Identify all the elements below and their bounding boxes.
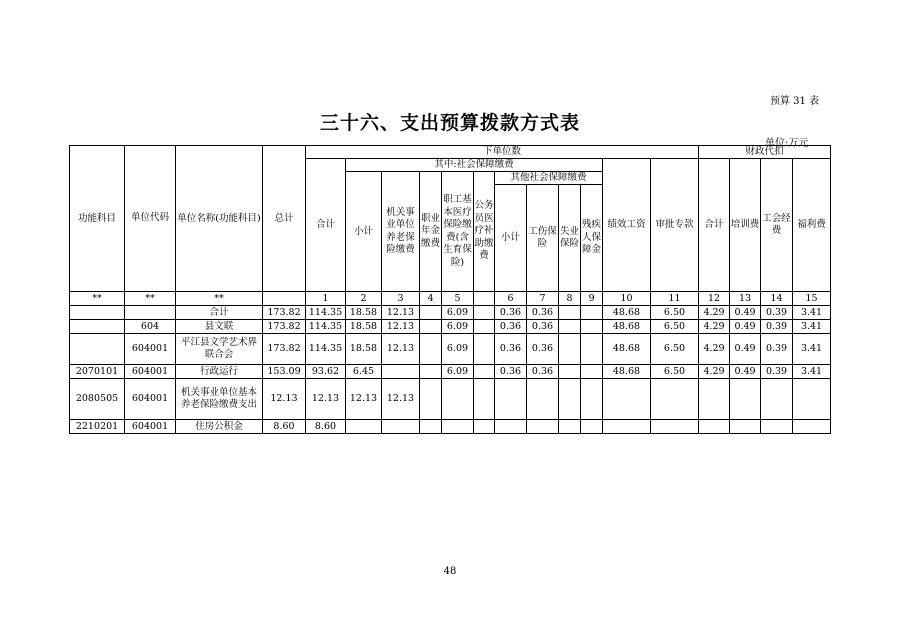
value-cell: 0.49 (730, 306, 761, 320)
value-cell: 0.36 (527, 306, 559, 320)
header-social-insurance: 其中:社会保障缴费 (346, 159, 603, 172)
value-cell: 114.35 (306, 306, 346, 320)
numbering-cell (474, 292, 495, 306)
name-cell: 合计 (176, 306, 263, 320)
header-injury: 工伤保险 (527, 185, 559, 292)
name-cell: 平江县文学艺术界联合会 (176, 334, 263, 365)
value-cell (793, 420, 831, 434)
value-cell (474, 365, 495, 379)
value-cell (420, 420, 442, 434)
header-unemployment: 失业保险 (559, 185, 581, 292)
value-cell (603, 379, 651, 420)
value-cell (559, 379, 581, 420)
value-cell: 0.36 (495, 306, 527, 320)
total-cell: 8.60 (263, 420, 306, 434)
header-performance-pay: 绩效工资 (603, 159, 651, 292)
func-cell: 2070101 (70, 365, 125, 379)
numbering-cell (263, 292, 306, 306)
value-cell: 0.36 (527, 334, 559, 365)
value-cell: 6.09 (442, 306, 474, 320)
value-cell (474, 334, 495, 365)
value-cell: 6.50 (651, 306, 699, 320)
numbering-cell: 9 (581, 292, 603, 306)
value-cell: 6.50 (651, 320, 699, 334)
header-annuity: 职业年金缴费 (420, 172, 442, 292)
header-other-subtotal: 小计 (495, 185, 527, 292)
total-cell: 12.13 (263, 379, 306, 420)
header-finance-agent: 财政代扣 (699, 146, 831, 159)
total-cell: 173.82 (263, 306, 306, 320)
value-cell: 0.36 (527, 365, 559, 379)
value-cell (559, 306, 581, 320)
code-cell: 604001 (125, 365, 176, 379)
header-func-subject: 功能科目 (70, 146, 125, 292)
value-cell: 4.29 (699, 320, 730, 334)
value-cell: 6.50 (651, 365, 699, 379)
value-cell: 0.39 (761, 306, 793, 320)
numbering-cell: ** (125, 292, 176, 306)
value-cell: 0.36 (495, 320, 527, 334)
header-subtotal-all: 合计 (306, 159, 346, 292)
value-cell: 18.58 (346, 320, 382, 334)
value-cell: 18.58 (346, 306, 382, 320)
numbering-cell: 13 (730, 292, 761, 306)
value-cell (527, 420, 559, 434)
func-cell: 2080505 (70, 379, 125, 420)
value-cell: 0.49 (730, 334, 761, 365)
value-cell: 12.13 (382, 306, 420, 320)
value-cell: 3.41 (793, 334, 831, 365)
header-pension: 机关事业单位养老保险缴费 (382, 172, 420, 292)
value-cell: 48.68 (603, 320, 651, 334)
value-cell: 12.13 (382, 379, 420, 420)
value-cell: 0.49 (730, 365, 761, 379)
func-cell (70, 320, 125, 334)
header-lower-units: 下单位数 (306, 146, 699, 159)
header-unit-name: 单位名称(功能科目) (176, 146, 263, 292)
table-row (70, 365, 831, 379)
header-civil-medical: 公务员医疗补助缴费 (474, 172, 495, 292)
value-cell: 12.13 (306, 379, 346, 420)
header-medical: 职工基本医疗保险缴费(含生育保险) (442, 172, 474, 292)
table-row (70, 334, 831, 365)
header-welfare: 福利费 (793, 159, 831, 292)
header-disabled: 残疾人保障金 (581, 185, 603, 292)
value-cell: 0.36 (495, 365, 527, 379)
value-cell (699, 420, 730, 434)
numbering-cell: ** (176, 292, 263, 306)
page-title: 三十六、支出预算拨款方式表 (319, 112, 580, 134)
value-cell (651, 420, 699, 434)
value-cell (581, 365, 603, 379)
value-cell (474, 320, 495, 334)
header-total: 总计 (263, 146, 306, 292)
page-number: 48 (443, 566, 457, 577)
unit-label: 单位:万元 (765, 138, 809, 149)
numbering-cell: ** (70, 292, 125, 306)
value-cell (420, 334, 442, 365)
header-union: 工会经费 (761, 159, 793, 292)
numbering-cell: 2 (346, 292, 382, 306)
value-cell (474, 306, 495, 320)
value-cell (420, 320, 442, 334)
table-reference: 预算 31 表 (770, 96, 820, 107)
value-cell (474, 379, 495, 420)
table-row (70, 306, 831, 320)
value-cell: 0.39 (761, 334, 793, 365)
value-cell: 48.68 (603, 365, 651, 379)
numbering-cell: 5 (442, 292, 474, 306)
value-cell: 48.68 (603, 306, 651, 320)
value-cell (581, 379, 603, 420)
table-row (70, 320, 831, 334)
numbering-cell: 6 (495, 292, 527, 306)
value-cell (761, 379, 793, 420)
value-cell: 6.50 (651, 334, 699, 365)
value-cell (581, 320, 603, 334)
value-cell: 6.09 (442, 320, 474, 334)
value-cell (581, 306, 603, 320)
value-cell: 12.13 (346, 379, 382, 420)
value-cell (581, 334, 603, 365)
value-cell (651, 379, 699, 420)
name-cell: 机关事业单位基本养老保险缴费支出 (176, 379, 263, 420)
value-cell (730, 379, 761, 420)
value-cell: 114.35 (306, 320, 346, 334)
value-cell: 12.13 (382, 334, 420, 365)
value-cell: 12.13 (382, 320, 420, 334)
value-cell (382, 420, 420, 434)
value-cell (495, 420, 527, 434)
value-cell: 4.29 (699, 365, 730, 379)
value-cell: 3.41 (793, 306, 831, 320)
numbering-cell: 8 (559, 292, 581, 306)
value-cell (495, 379, 527, 420)
value-cell (761, 420, 793, 434)
value-cell (442, 420, 474, 434)
value-cell: 4.29 (699, 306, 730, 320)
value-cell: 6.45 (346, 365, 382, 379)
value-cell (581, 420, 603, 434)
value-cell (442, 379, 474, 420)
value-cell (699, 379, 730, 420)
name-cell: 县文联 (176, 320, 263, 334)
value-cell: 93.62 (306, 365, 346, 379)
value-cell: 18.58 (346, 334, 382, 365)
value-cell (559, 365, 581, 379)
func-cell (70, 334, 125, 365)
numbering-cell: 3 (382, 292, 420, 306)
func-cell (70, 306, 125, 320)
value-cell: 0.36 (527, 320, 559, 334)
value-cell (420, 379, 442, 420)
budget-table (69, 145, 831, 434)
value-cell: 48.68 (603, 334, 651, 365)
header-fa-total: 合计 (699, 159, 730, 292)
numbering-cell: 11 (651, 292, 699, 306)
value-cell (793, 379, 831, 420)
code-cell: 604001 (125, 379, 176, 420)
header-social-subtotal: 小计 (346, 172, 382, 292)
value-cell: 114.35 (306, 334, 346, 365)
value-cell: 6.09 (442, 365, 474, 379)
numbering-cell: 10 (603, 292, 651, 306)
numbering-cell: 15 (793, 292, 831, 306)
numbering-cell: 1 (306, 292, 346, 306)
value-cell (559, 334, 581, 365)
value-cell (346, 420, 382, 434)
numbering-cell: 14 (761, 292, 793, 306)
value-cell: 3.41 (793, 320, 831, 334)
header-other-social: 其他社会保障缴费 (495, 172, 603, 185)
value-cell: 4.29 (699, 334, 730, 365)
value-cell: 0.36 (495, 334, 527, 365)
value-cell (382, 365, 420, 379)
total-cell: 173.82 (263, 320, 306, 334)
value-cell: 0.39 (761, 320, 793, 334)
code-cell (125, 306, 176, 320)
numbering-cell: 4 (420, 292, 442, 306)
code-cell: 604001 (125, 420, 176, 434)
total-cell: 173.82 (263, 334, 306, 365)
numbering-cell: 12 (699, 292, 730, 306)
table-row (70, 420, 831, 434)
code-cell: 604 (125, 320, 176, 334)
table-row (70, 379, 831, 420)
header-training: 培训费 (730, 159, 761, 292)
name-cell: 行政运行 (176, 365, 263, 379)
code-cell: 604001 (125, 334, 176, 365)
value-cell (730, 420, 761, 434)
header-unit-code: 单位代码 (125, 146, 176, 292)
header-special-approval: 审批专款 (651, 159, 699, 292)
value-cell (603, 420, 651, 434)
value-cell: 6.09 (442, 334, 474, 365)
value-cell: 3.41 (793, 365, 831, 379)
value-cell (420, 306, 442, 320)
name-cell: 住房公积金 (176, 420, 263, 434)
value-cell: 8.60 (306, 420, 346, 434)
value-cell (559, 320, 581, 334)
value-cell: 0.39 (761, 365, 793, 379)
value-cell (559, 420, 581, 434)
numbering-row (70, 292, 831, 306)
value-cell (527, 379, 559, 420)
value-cell (420, 365, 442, 379)
value-cell: 0.49 (730, 320, 761, 334)
func-cell: 2210201 (70, 420, 125, 434)
total-cell: 153.09 (263, 365, 306, 379)
numbering-cell: 7 (527, 292, 559, 306)
value-cell (474, 420, 495, 434)
